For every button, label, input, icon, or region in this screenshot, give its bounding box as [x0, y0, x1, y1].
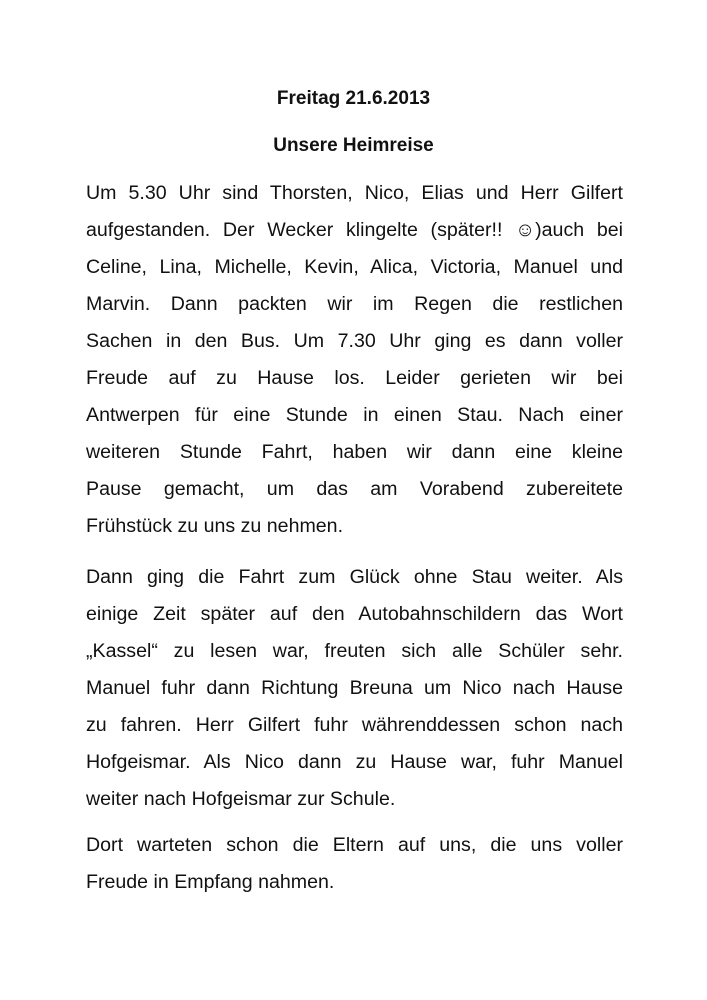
text-line: Um 5.30 Uhr sind Thorsten, Nico, Elias und Herr Gilfert [86, 182, 623, 204]
text-line: weiteren Stunde Fahrt, haben wir dann eine kleine [86, 441, 623, 463]
text-line: Marvin. Dann packten wir im Regen die restlichen [86, 293, 623, 315]
paragraph-2 [86, 559, 623, 818]
text-line: Hofgeismar. Als Nico dann zu Hause war, fuhr Manuel [86, 751, 623, 773]
text-line: Dort warteten schon die Eltern auf uns, die uns voller [86, 834, 623, 856]
text-line: Freude in Empfang nahmen. [86, 871, 335, 893]
text-line: Frühstück zu uns zu nehmen. [86, 515, 344, 537]
text-line: Dann ging die Fahrt zum Glück ohne Stau weiter. Als [86, 566, 623, 588]
text-line: Celine, Lina, Michelle, Kevin, Alica, Victoria, Manuel und [86, 256, 623, 278]
text-line: zu fahren. Herr Gilfert fuhr währenddessen schon nach [86, 714, 623, 736]
text-line: Manuel fuhr dann Richtung Breuna um Nico nach Hause [86, 677, 623, 699]
paragraph-3 [86, 827, 623, 901]
text-line: „Kassel“ zu lesen war, freuten sich alle Schüler sehr. [86, 640, 623, 662]
text-line: aufgestanden. Der Wecker klingelte (später!! ☺)auch bei [86, 219, 623, 241]
text-line: weiter nach Hofgeismar zur Schule. [86, 788, 396, 810]
text-line: einige Zeit später auf den Autobahnschildern das Wort [86, 603, 623, 625]
text-line: Freude auf zu Hause los. Leider gerieten wir bei [86, 367, 623, 389]
text-line: Pause gemacht, um das am Vorabend zubereitete [86, 478, 623, 500]
text-line: Antwerpen für eine Stunde in einen Stau. Nach einer [86, 404, 623, 426]
date-heading: Freitag 21.6.2013 [276, 88, 431, 109]
text-line: Sachen in den Bus. Um 7.30 Uhr ging es dann voller [86, 330, 623, 352]
page-title: Unsere Heimreise [273, 135, 434, 156]
paragraph-1 [86, 175, 623, 545]
